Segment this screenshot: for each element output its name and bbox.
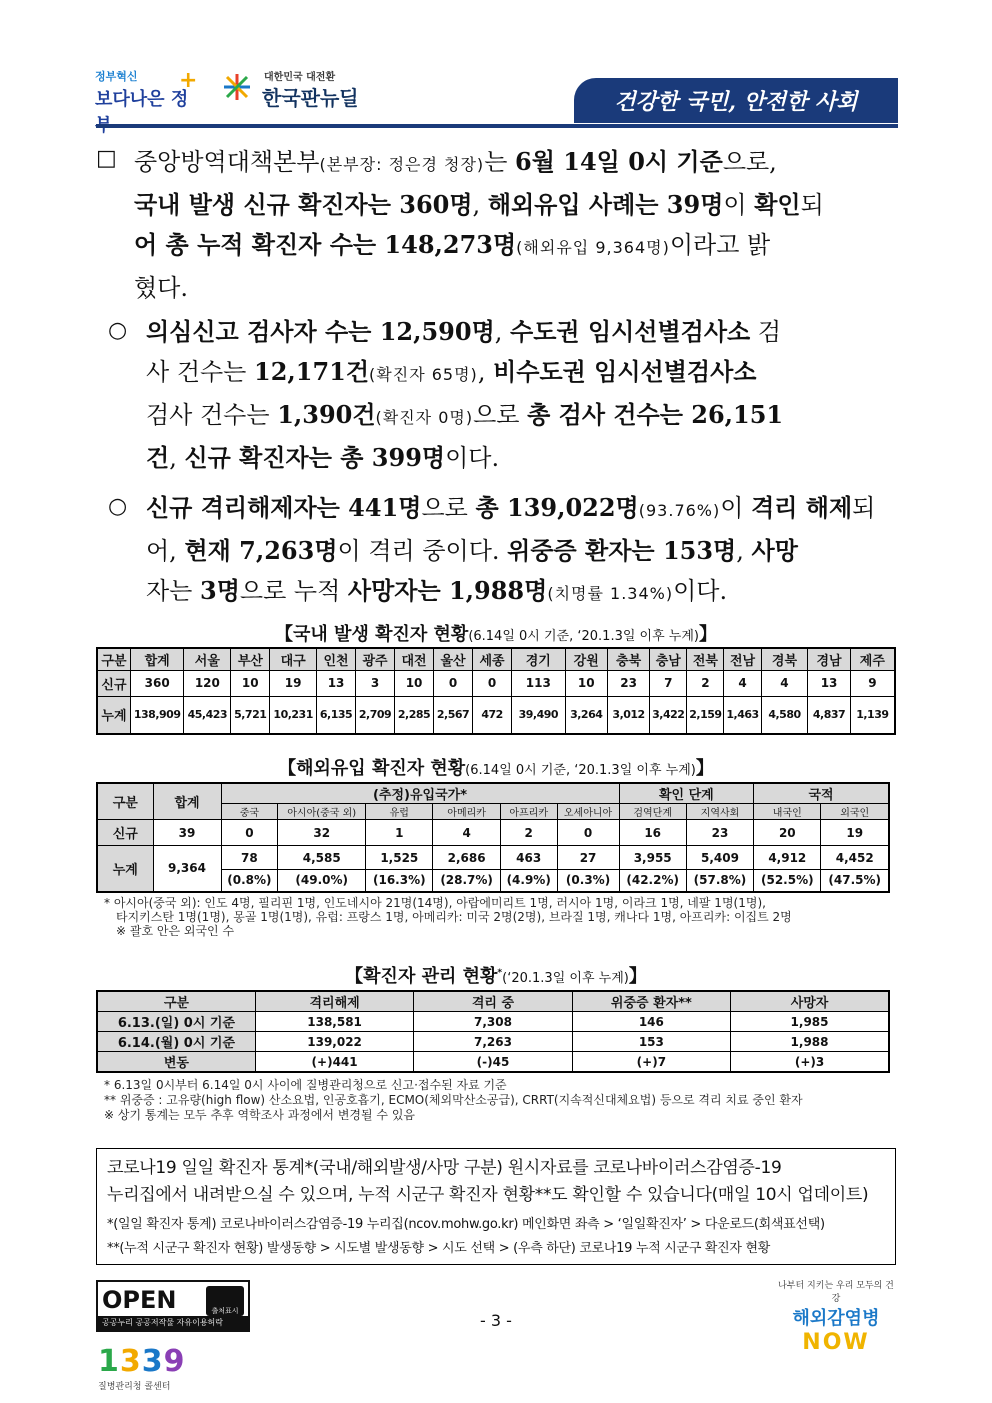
table1-total-cell: 2,159 (687, 696, 724, 734)
table1-header-cell: 세종 (473, 648, 512, 670)
table2-new-cell: 23 (686, 820, 753, 846)
table1-header-cell: 전남 (724, 648, 761, 670)
table1-header-cell: 경북 (761, 648, 808, 670)
p3-text: 으로 (421, 494, 476, 522)
p2-text: (확진자 65명) (369, 365, 478, 384)
paragraph-tests (146, 312, 898, 478)
p2-text: 으로 (473, 401, 528, 429)
table2-total-label: 누계 (97, 846, 153, 892)
p3-text: 격리 해제 (751, 493, 853, 522)
p2-text: , (169, 444, 185, 472)
table3-subtitle: (‘20.1.3일 이후 누계) (502, 971, 629, 986)
table2-subheader-cell: 지역사회 (686, 804, 753, 820)
table3-row (97, 1012, 889, 1032)
table3-cell: 146 (572, 1012, 730, 1032)
call-digit: 9 (163, 1344, 186, 1379)
circle-bullet-icon: ○ (108, 494, 128, 519)
table2-pct-cell: (16.3%) (366, 870, 433, 892)
table1-total-cell: 1,139 (850, 696, 895, 734)
table1-new-cell: 3 (356, 670, 395, 696)
table2-subheader-cell: 오세아니아 (557, 804, 619, 820)
table3-note: * 6.13일 0시부터 6.14일 0시 사이에 질병관리청으로 신고·접수된 자료 기준 (104, 1078, 507, 1092)
p3-text: 이 격리 중이다. (337, 537, 508, 565)
table2-total-cell: 27 (557, 846, 619, 870)
table3-header-cell: 사망자 (731, 991, 889, 1012)
new-deal-star-icon (222, 72, 252, 102)
table2-total-cell: 78 (221, 846, 278, 870)
table2-total-row (97, 846, 889, 870)
gov-innovation-logo (95, 68, 205, 136)
p2-text: , (477, 358, 494, 386)
p2-text: 검 (750, 318, 782, 346)
table1-new-row (97, 670, 895, 696)
p2-text: 신규 확진자는 총 399명 (184, 443, 446, 472)
table2-subheader-cell: 아프리카 (500, 804, 557, 820)
logo1-small-text: 정부혁신 (95, 70, 138, 83)
table1-header-cell: 충북 (607, 648, 649, 670)
table1-total-cell: 5,721 (231, 696, 270, 734)
statistics-info-box (96, 1148, 896, 1265)
table1-total-row (97, 696, 895, 734)
table3-header-cell: 격리 중 (414, 991, 572, 1012)
table1-header-cell: 충남 (650, 648, 687, 670)
table1-total-cell: 2,285 (395, 696, 434, 734)
p3-text: 사망 (751, 536, 798, 565)
table3-header-row (97, 991, 889, 1012)
table2-new-cell: 0 (221, 820, 278, 846)
now-title: 해외감염병 (792, 1308, 880, 1329)
table1-header-cell: 부산 (231, 648, 270, 670)
call-digit: 3 (119, 1344, 142, 1379)
table3-notes (104, 1078, 894, 1123)
table2-total-cell: 3,955 (619, 846, 686, 870)
table1-title-end: 】 (698, 624, 717, 645)
table3-cell: 139,022 (255, 1032, 413, 1052)
table2-new-cell: 20 (754, 820, 821, 846)
call-digit: 1 (98, 1344, 120, 1379)
page-number: - 3 - (480, 1311, 512, 1330)
table2-category-header: 구분 (97, 783, 153, 820)
p3-text: 이 (720, 494, 752, 522)
p3-text: 이다. (673, 577, 728, 605)
p3-text: 총 139,022명 (475, 493, 639, 522)
table2-pct-cell: (49.0%) (278, 870, 366, 892)
table3-header-cell: 구분 (97, 991, 255, 1012)
table1-header-cell: 전북 (687, 648, 724, 670)
table1-title-text: 【국내 발생 확진자 현황 (275, 624, 469, 645)
p2-text: 의심신고 검사자 수는 12,590명 (146, 317, 495, 346)
table2-title-text: 【해외유입 확진자 현황 (278, 758, 466, 779)
table1-new-cell: 0 (473, 670, 512, 696)
info-main-text (107, 1155, 887, 1209)
p1-text: 확인 (754, 190, 801, 219)
table2-header-row (97, 783, 889, 804)
table3-header-cell: 격리해제 (255, 991, 413, 1012)
table2-total-cell: 4,585 (278, 846, 366, 870)
logo2-large-text: 한국판뉴딜 (262, 86, 359, 110)
p2-text: 1,390건 (277, 400, 376, 429)
korean-new-deal-logo (222, 68, 382, 112)
p3-text: (치명률 1.34%) (547, 584, 674, 603)
table2-subheader-cell: 내국인 (754, 804, 821, 820)
table3-cell: 1,985 (731, 1012, 889, 1032)
table2-total-cell: 1,525 (366, 846, 433, 870)
p2-text: 총 검사 건수는 26,151 (527, 400, 784, 429)
table3-cell: 7,308 (414, 1012, 572, 1032)
table1-total-cell: 2,567 (434, 696, 473, 734)
p1-text: 중앙방역대책본부 (134, 148, 320, 176)
p2-text: 12,171건 (254, 357, 370, 386)
table3-cell: 1,988 (731, 1032, 889, 1052)
table1-header-cell: 경남 (808, 648, 850, 670)
plus-icon: + (179, 68, 198, 93)
table1-header-cell: 서울 (184, 648, 231, 670)
table1-header-row (97, 648, 895, 670)
table2-title (0, 754, 992, 780)
table1-new-cell: 120 (184, 670, 231, 696)
table2-new-label: 신규 (97, 820, 153, 846)
table2-note: ※ 괄호 안은 외국인 수 (116, 924, 235, 938)
p1-text: 해외유입 사례는 39명 (487, 190, 724, 219)
table1-header-cell: 광주 (356, 648, 395, 670)
table1-header-cell: 합계 (130, 648, 184, 670)
table1-total-cell: 138,909 (130, 696, 184, 734)
table3-note: ※ 상기 통계는 모두 추후 역학조사 과정에서 변경될 수 있음 (104, 1108, 416, 1122)
table2-note: 타지키스탄 1명(1명), 몽골 1명(1명), 유럽: 프랑스 1명, 아메리카: 미국 2명(2명), 브라질 1명, 캐나다 1명, 아프리카: 이집트 2명 (116, 910, 792, 924)
table1-total-cell: 3,422 (650, 696, 687, 734)
paragraph-isolation (146, 488, 898, 614)
table2-note: * 아시아(중국 외): 인도 4명, 필리핀 1명, 인도네시아 21명(14명), 아랍에미리트 1명, 러시아 1명, 이라크 1명, 네팔 1명(1명), (104, 896, 766, 910)
table1-header-cell: 구분 (97, 648, 130, 670)
table1-total-cell: 472 (473, 696, 512, 734)
p1-text: 국내 발생 신규 확진자는 360명 (134, 190, 473, 219)
table1-new-cell: 신규 (97, 670, 130, 696)
table2-nation-header: 국적 (754, 783, 889, 804)
table3-row (97, 1032, 889, 1052)
info-line: *(일일 확진자 통계) 코로나바이러스감염증-19 누리집(ncov.mohw.go.kr) 메인화면 좌측 > ‘일일확진자’ > 다운로드(회색표선택) (107, 1217, 825, 1232)
table1-header-cell: 인천 (317, 648, 356, 670)
table1-new-cell: 10 (565, 670, 607, 696)
table2-sum-header: 합계 (153, 783, 221, 820)
p1-text: (해외유입 9,364명) (516, 238, 670, 257)
p3-text: 3명 (200, 576, 240, 605)
table3-cell: (-)45 (414, 1052, 572, 1073)
p1-text: 는 (484, 148, 516, 176)
table2-subheader-cell: 아시아(중국 외) (278, 804, 366, 820)
p2-text: 수도권 임시선별검사소 (510, 317, 751, 346)
table3-cell: 6.13.(일) 0시 기준 (97, 1012, 255, 1032)
now-label: NOW (802, 1330, 870, 1355)
circle-bullet-icon: ○ (108, 318, 128, 343)
table2-total-cell: 2,686 (433, 846, 500, 870)
p1-text: 어 총 누적 확진자 수는 148,273명 (134, 230, 517, 259)
table2-notes (104, 896, 894, 938)
table1-new-cell: 2 (687, 670, 724, 696)
table1-header-cell: 제주 (850, 648, 895, 670)
table2-pct-cell: (0.8%) (221, 870, 278, 892)
table2-new-cell: 19 (821, 820, 889, 846)
table2-new-cell: 4 (433, 820, 500, 846)
table3-title-end: 】 (628, 966, 647, 987)
table1-subtitle: (6.14일 0시 기준, ‘20.1.3일 이후 누계) (468, 629, 699, 644)
table1-new-cell: 13 (317, 670, 356, 696)
table1-new-cell: 4 (724, 670, 761, 696)
table3-cell: 7,263 (414, 1032, 572, 1052)
slogan-banner: 건강한 국민, 안전한 사회 (574, 78, 898, 123)
table1-title (0, 620, 992, 646)
p3-text: 되 (852, 494, 876, 522)
table2-new-cell: 2 (500, 820, 557, 846)
p2-text: , (494, 318, 511, 346)
p3-text: 으로 누적 (239, 577, 348, 605)
table1-total-cell: 39,490 (512, 696, 566, 734)
table3-row (97, 1052, 889, 1073)
table1-new-cell: 10 (231, 670, 270, 696)
call-center-1339-logo (98, 1344, 208, 1400)
table3-sup: * (497, 968, 503, 978)
p1-text: 이라고 밝 (669, 231, 771, 259)
square-bullet-icon: □ (96, 146, 117, 171)
table2-total-cell: 5,409 (686, 846, 753, 870)
table2-subheader-cell: 검역단계 (619, 804, 686, 820)
table2-pct-cell: (28.7%) (433, 870, 500, 892)
table2-total-sum: 9,364 (153, 846, 221, 892)
table1-new-cell: 113 (512, 670, 566, 696)
p3-text: 신규 격리해제자는 441명 (146, 493, 422, 522)
p1-text: (본부장: 정은경 청장) (319, 155, 485, 174)
table1-total-cell: 45,423 (184, 696, 231, 734)
table3-cell: 153 (572, 1032, 730, 1052)
logo2-small-text: 대한민국 대전환 (264, 72, 336, 83)
table3-header-cell: 위중증 환자** (572, 991, 730, 1012)
p1-text: 혔다. (134, 274, 188, 302)
p1-text: , (472, 191, 488, 219)
p3-text: 위중증 환자는 153명 (507, 536, 737, 565)
p1-text: 6월 14일 0시 기준 (515, 147, 723, 176)
table2-new-cell: 0 (557, 820, 619, 846)
table1-total-cell: 4,837 (808, 696, 850, 734)
table1-header-cell: 경기 (512, 648, 566, 670)
imported-cases-table (96, 782, 890, 893)
table2-subheader-cell: 외국인 (821, 804, 889, 820)
table1-new-cell: 4 (761, 670, 808, 696)
p3-text: , (736, 537, 752, 565)
table1-total-cell: 3,012 (607, 696, 649, 734)
table1-new-cell: 19 (270, 670, 317, 696)
paragraph-summary (134, 142, 898, 308)
p3-text: 어, (146, 537, 185, 565)
table2-total-cell: 463 (500, 846, 557, 870)
attribution-icon: 출처표시 (206, 1286, 244, 1316)
table3-cell: 138,581 (255, 1012, 413, 1032)
table3-note: ** 위중증 : 고유량(high flow) 산소요법, 인공호흡기, ECMO(체외막산소공급), CRRT(지속적신대체요법) 등으로 격리 치료 중인 환자 (104, 1093, 803, 1107)
p3-text: (93.76%) (638, 501, 721, 520)
table2-pct-cell: (47.5%) (821, 870, 889, 892)
table1-new-cell: 9 (850, 670, 895, 696)
table1-total-cell: 2,709 (356, 696, 395, 734)
table1-new-cell: 23 (607, 670, 649, 696)
table3-cell: 변동 (97, 1052, 255, 1073)
info-line: 누리집에서 내려받으실 수 있으며, 누적 시군구 확진자 현황**도 확인할 수 있습니다(매일 10시 업데이트) (107, 1185, 869, 1205)
table2-pct-cell: (57.8%) (686, 870, 753, 892)
table1-total-cell: 10,231 (270, 696, 317, 734)
p2-text: 비수도권 임시선별검사소 (493, 357, 757, 386)
table1-header-cell: 강원 (565, 648, 607, 670)
info-line: 코로나19 일일 확진자 통계*(국내/해외발생/사망 구분) 원시자료를 코로나바이러스감염증-19 (107, 1158, 782, 1178)
table2-pct-cell: (0.3%) (557, 870, 619, 892)
call-digit: 3 (141, 1344, 164, 1379)
call-number (98, 1344, 208, 1379)
p2-text: 건 (146, 443, 170, 472)
p2-text: 검사 건수는 (146, 401, 278, 429)
table2-new-cell: 16 (619, 820, 686, 846)
table2-stage-header: 확인 단계 (619, 783, 754, 804)
table2-new-row (97, 820, 889, 846)
table1-total-cell: 1,463 (724, 696, 761, 734)
p1-text: 이 (723, 191, 755, 219)
p2-text: 이다. (445, 444, 500, 472)
table3-cell: (+)441 (255, 1052, 413, 1073)
table3-cell: 6.14.(월) 0시 기준 (97, 1032, 255, 1052)
table2-new-sum: 39 (153, 820, 221, 846)
page-header (0, 0, 992, 136)
call-center-text: 질병관리청 콜센터 (98, 1382, 171, 1392)
table1-new-cell: 0 (434, 670, 473, 696)
domestic-cases-table (96, 647, 896, 735)
table1-total-cell: 누계 (97, 696, 130, 734)
table2-subtitle: (6.14일 0시 기준, ‘20.1.3일 이후 누계) (465, 763, 696, 778)
table2-new-cell: 1 (366, 820, 433, 846)
table1-header-cell: 울산 (434, 648, 473, 670)
open-bar-text: 공공누리 공공저작물 자유이용허락 (98, 1316, 248, 1330)
p2-text: 사 건수는 (146, 358, 254, 386)
logo1-large-text: 보다나은 정부 (95, 89, 189, 136)
table1-new-cell: 10 (395, 670, 434, 696)
table2-total-cell: 4,452 (821, 846, 889, 870)
p3-text: 사망자는 1,988명 (347, 576, 548, 605)
p3-text: 자는 (146, 577, 200, 605)
overseas-disease-now-logo (774, 1278, 898, 1355)
table2-pct-cell: (4.9%) (500, 870, 557, 892)
table2-origin-header: (추정)유입국가* (221, 783, 619, 804)
table2-subheader-cell: 중국 (221, 804, 278, 820)
table3-cell: (+)7 (572, 1052, 730, 1073)
open-label: OPEN (102, 1286, 177, 1314)
table3-title-text: 【확진자 관리 현황 (345, 966, 498, 987)
table2-pct-cell: (42.2%) (619, 870, 686, 892)
table2-new-cell: 32 (278, 820, 366, 846)
table1-new-cell: 13 (808, 670, 850, 696)
table2-total-cell: 4,912 (754, 846, 821, 870)
p2-text: (확진자 0명) (375, 408, 474, 427)
info-sub-text (107, 1213, 887, 1261)
table1-total-cell: 3,264 (565, 696, 607, 734)
table1-new-cell: 7 (650, 670, 687, 696)
p3-text: 현재 7,263명 (184, 536, 338, 565)
table1-new-cell: 360 (130, 670, 184, 696)
table2-title-end: 】 (695, 758, 714, 779)
table2-subheader-cell: 유럽 (366, 804, 433, 820)
p1-text: 으로, (722, 148, 777, 176)
info-line: **(누적 시군구 확진자 현황) 발생동향 > 시도별 발생동향 > 시도 선택 > (우측 하단) 코로나19 누적 시군구 확진자 현황 (107, 1241, 771, 1256)
table1-total-cell: 4,580 (761, 696, 808, 734)
table2-subheader-cell: 아메리카 (433, 804, 500, 820)
table1-header-cell: 대전 (395, 648, 434, 670)
p1-text: 되 (800, 191, 824, 219)
table1-header-cell: 대구 (270, 648, 317, 670)
case-management-table (96, 990, 890, 1073)
now-small-text: 나부터 지키는 우리 모두의 건강 (778, 1281, 894, 1304)
table3-title (0, 962, 992, 988)
header-divider (96, 124, 898, 128)
table2-pct-cell: (52.5%) (754, 870, 821, 892)
table1-total-cell: 6,135 (317, 696, 356, 734)
table3-cell: (+)3 (731, 1052, 889, 1073)
